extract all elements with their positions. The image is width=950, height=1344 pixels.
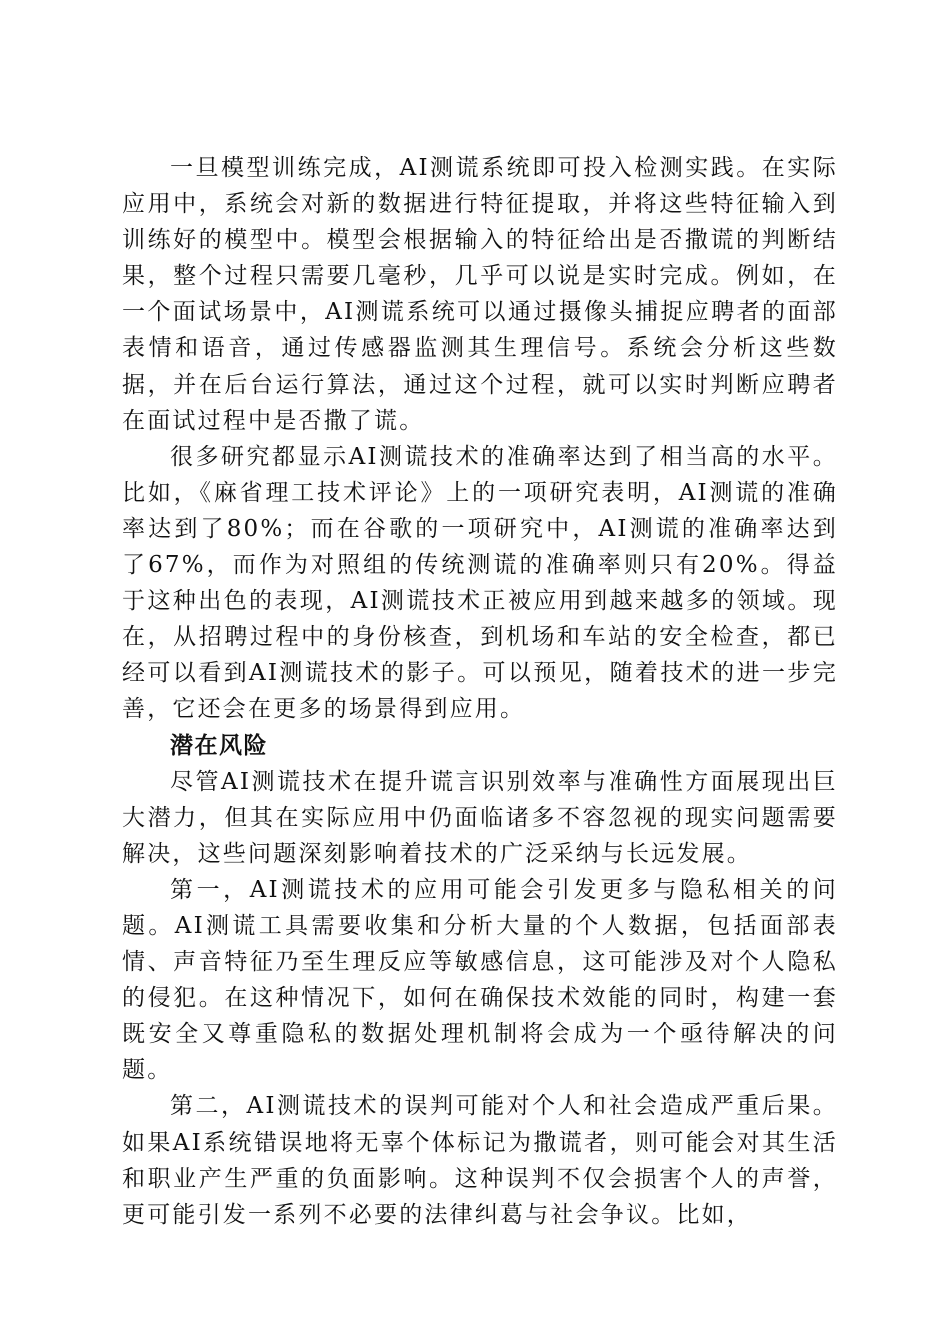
paragraph-model-deployment: 一旦模型训练完成，AI测谎系统即可投入检测实践。在实际应用中，系统会对新的数据进行特征提取，并将这些特征输入到训练好的模型中。模型会根据输入的特征给出是否撒谎的判断结果，整个过程只需要几毫秒，几乎可以说是实时完成。例如，在一个面试场景中，AI测谎系统可以通过摄像头捕捉应聘者的面部表情和语音，通过传感器监测其生理信号。系统会分析这些数据，并在后台运行算法，通过这个过程，就可以实时判断应聘者在面试过程中是否撒了谎。 [122, 155, 838, 434]
paragraph-misjudgment-risk: 第二，AI测谎技术的误判可能对个人和社会造成严重后果。如果AI系统错误地将无辜个体标记为撒谎者，则可能会对其生活和职业产生严重的负面影响。这种误判不仅会损害个人的声誉，更可能引发一系列不必要的法律纠葛与社会争议。比如， [122, 1093, 838, 1228]
document-page [122, 150, 838, 1233]
section-heading-potential-risks: 潜在风险 [170, 732, 268, 759]
paragraph-accuracy-research: 很多研究都显示AI测谎技术的准确率达到了相当高的水平。比如，《麻省理工技术评论》上的一项研究表明，AI测谎的准确率达到了80%；而在谷歌的一项研究中，AI测谎的准确率达到了67%，而作为对照组的传统测谎的准确率则只有20%。得益于这种出色的表现，AI测谎技术正被应用到越来越多的领域。现在，从招聘过程中的身份核查，到机场和车站的安全检查，都已经可以看到AI测谎技术的影子。可以预见，随着技术的进一步完善，它还会在更多的场景得到应用。 [122, 443, 838, 723]
paragraph-risks-intro: 尽管AI测谎技术在提升谎言识别效率与准确性方面展现出巨大潜力，但其在实际应用中仍面临诸多不容忽视的现实问题需要解决，这些问题深刻影响着技术的广泛采纳与长远发展。 [122, 768, 838, 867]
paragraph-privacy-risk: 第一，AI测谎技术的应用可能会引发更多与隐私相关的问题。AI测谎工具需要收集和分析大量的个人数据，包括面部表情、声音特征乃至生理反应等敏感信息，这可能涉及对个人隐私的侵犯。在这种情况下，如何在确保技术效能的同时，构建一套既安全又尊重隐私的数据处理机制将会成为一个亟待解决的问题。 [122, 876, 838, 1084]
